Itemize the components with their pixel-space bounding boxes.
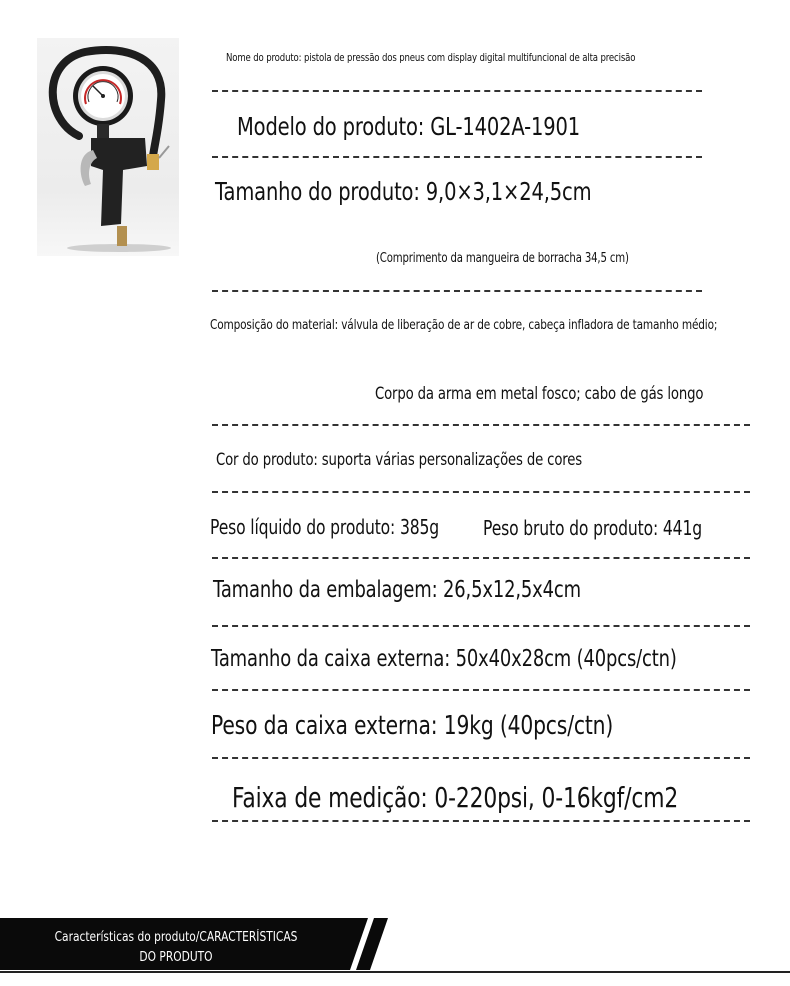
package-size-text: Tamanho da embalagem: 26,5x12,5x4cm [213,577,581,603]
dashed-divider [212,290,702,292]
gross-weight-text: Peso bruto do produto: 441g [483,516,702,540]
measuring-range-text: Faixa de medição: 0-220psi, 0-16kgf/cm2 [232,781,679,814]
dashed-divider [212,424,750,426]
material-text-line-2: Corpo da arma em metal fosco; cabo de gás longo [375,384,704,404]
product-name-text: Nome do produto: pistola de pressão dos pneus com display digital multifuncional de alta precisão [226,51,636,64]
bottom-rule [0,971,790,973]
material-text-line-1: Composição do material: válvula de liberação de ar de cobre, cabeça infladora de tamanho médio; [210,317,718,333]
product-size-text: Tamanho do produto: 9,0×3,1×24,5cm [215,177,592,206]
tire-inflator-gun-icon [37,38,179,256]
product-model-text: Modelo do produto: GL-1402A-1901 [237,112,581,141]
hose-length-text: (Comprimento da mangueira de borracha 34,5 cm) [376,251,629,266]
dashed-divider [212,156,702,158]
dashed-divider [212,90,702,92]
section-banner-title: Características do produto/CARACTERÍSTICAS DO PRODUTO [54,930,298,965]
carton-size-text: Tamanho da caixa externa: 50x40x28cm (40pcs/ctn) [211,646,677,672]
dashed-divider [212,625,750,627]
product-image [37,38,179,256]
product-color-text: Cor do produto: suporta várias personalizações de cores [216,450,583,470]
dashed-divider [212,557,750,559]
carton-weight-text: Peso da caixa externa: 19kg (40pcs/ctn) [211,711,614,741]
net-weight-text: Peso líquido do produto: 385g [210,515,440,539]
dashed-divider [212,491,750,493]
dashed-divider [212,689,750,691]
dashed-divider [212,820,750,822]
dashed-divider [212,757,750,759]
